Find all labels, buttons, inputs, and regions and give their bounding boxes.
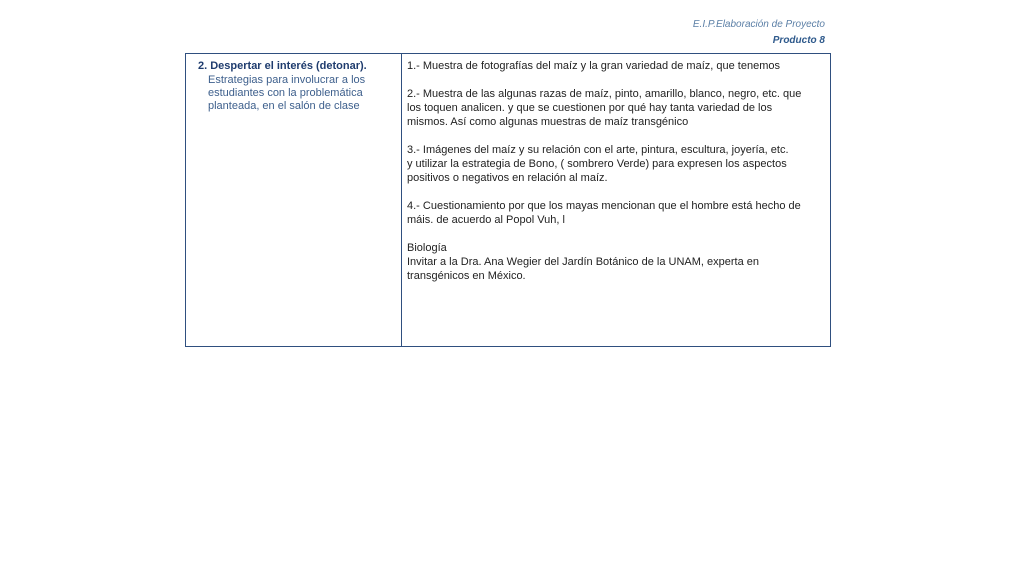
activities-cell — [402, 54, 830, 346]
activity-paragraph-4: 4.- Cuestionamiento por que los mayas mencionan que el hombre está hecho de máis. de acuerdo al Popol Vuh, l — [407, 200, 801, 226]
content-table — [185, 53, 831, 347]
activity-paragraph-3: 3.- Imágenes del maíz y su relación con el arte, pintura, escultura, joyería, etc. y utilizar la estrategia de Bono, ( sombrero Verde) para expresen los aspectos positivos o negativos en relación al maíz. — [407, 144, 789, 184]
activity-paragraph-5: Biología Invitar a la Dra. Ana Wegier del Jardín Botánico de la UNAM, experta en transgénicos en México. — [407, 242, 759, 282]
header-project-title: E.I.P.Elaboración de Proyecto — [692, 19, 825, 30]
activity-paragraph-1: 1.- Muestra de fotografías del maíz y la gran variedad de maíz, que tenemos — [407, 60, 780, 72]
stage-title: 2. Despertar el interés (detonar). — [198, 60, 367, 72]
stage-cell — [186, 54, 402, 346]
header-product-label: Producto 8 — [772, 35, 825, 46]
stage-description: Estrategias para involucrar a los estudiantes con la problemática planteada, en el salón de clase — [208, 74, 366, 112]
activity-paragraph-2: 2.- Muestra de las algunas razas de maíz, pinto, amarillo, blanco, negro, etc. que los toquen analicen. y que se cuestionen por qué hay tanta variedad de los mismos. Así como algunas muestras de maíz transgénico — [407, 88, 802, 128]
